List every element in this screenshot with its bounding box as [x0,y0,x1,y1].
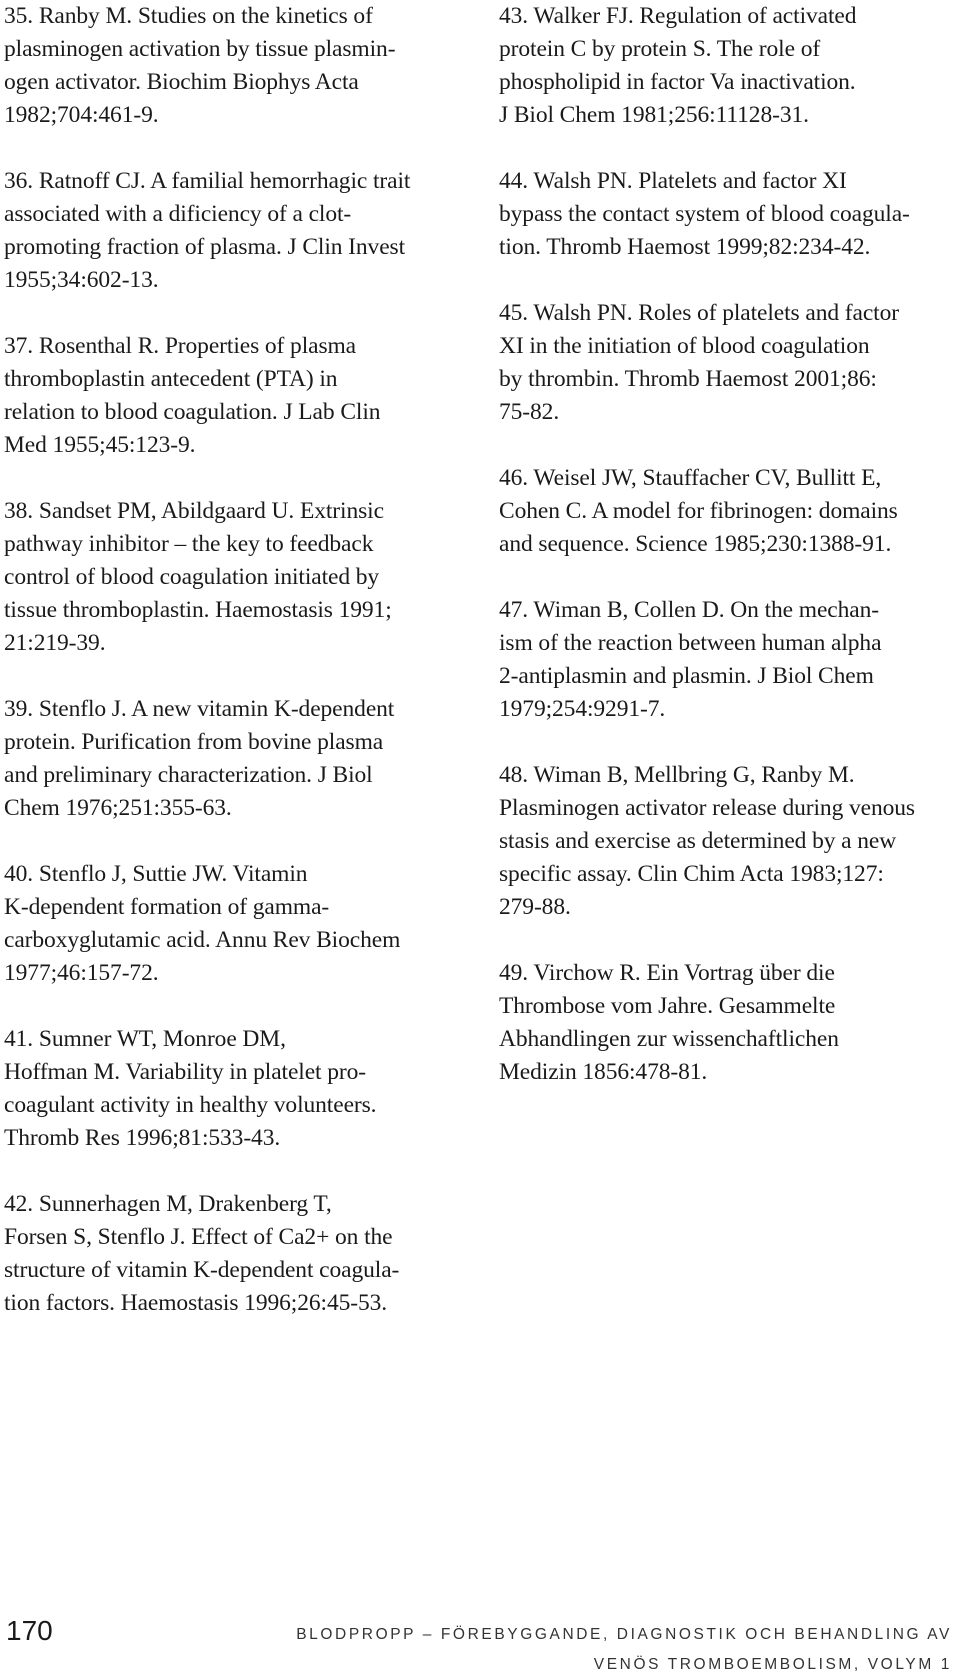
reference-line: Med 1955;45:123-9. [4,432,196,458]
reference-line: 44. Walsh PN. Platelets and factor XI [499,168,847,194]
references-column-left [4,0,444,1353]
reference-entry [499,0,955,132]
reference-line: 41. Sumner WT, Monroe DM, [4,1026,286,1052]
reference-entry [4,165,444,297]
reference-line: and preliminary characterization. J Biol [4,762,373,788]
reference-line: Cohen C. A model for fibrinogen: domains [499,498,898,524]
reference-line: plasminogen activation by tissue plasmin- [4,36,396,62]
reference-line: coagulant activity in healthy volunteers. [4,1092,377,1118]
reference-line: 1977;46:157-72. [4,960,159,986]
reference-entry [4,693,444,825]
reference-line: ism of the reaction between human alpha [499,630,882,656]
reference-line: Plasminogen activator release during venous [499,795,915,821]
reference-entry [499,165,955,264]
reference-line: 1979;254:9291-7. [499,696,666,722]
reference-line: Hoffman M. Variability in platelet pro- [4,1059,367,1085]
reference-line: Forsen S, Stenflo J. Effect of Ca2+ on the [4,1224,393,1250]
reference-line: control of blood coagulation initiated by [4,564,380,590]
references-column-right [499,0,955,1122]
reference-line: 1982;704:461-9. [4,102,159,128]
reference-line: K-dependent formation of gamma- [4,894,330,920]
reference-entry [4,858,444,990]
reference-line: associated with a dificiency of a clot- [4,201,352,227]
reference-line: specific assay. Clin Chim Acta 1983;127: [499,861,884,887]
footer-title-line: VENÖS TROMBOEMBOLISM, VOLYM 1 [593,1656,952,1673]
reference-line: promoting fraction of plasma. J Clin Invest [4,234,406,260]
reference-line: Medizin 1856:478-81. [499,1059,708,1085]
reference-line: J Biol Chem 1981;256:11128-31. [499,102,809,128]
reference-entry [4,330,444,462]
reference-line: protein C by protein S. The role of [499,36,821,62]
reference-line: relation to blood coagulation. J Lab Clin [4,399,381,425]
reference-line: 43. Walker FJ. Regulation of activated [499,3,857,29]
reference-line: 36. Ratnoff CJ. A familial hemorrhagic trait [4,168,411,194]
reference-entry [4,1023,444,1155]
reference-line: stasis and exercise as determined by a new [499,828,897,854]
reference-entry [499,462,955,561]
reference-entry [499,297,955,429]
page-number: 170 [6,1615,53,1646]
reference-line: 35. Ranby M. Studies on the kinetics of [4,3,373,29]
reference-line: 45. Walsh PN. Roles of platelets and factor [499,300,899,326]
reference-entry [4,495,444,660]
reference-line: 1955;34:602-13. [4,267,159,293]
reference-line: 48. Wiman B, Mellbring G, Ranby M. [499,762,855,788]
footer-title-line: BLODPROPP – FÖREBYGGANDE, DIAGNOSTIK OCH BEHANDLING AV [296,1626,952,1643]
reference-line: bypass the contact system of blood coagula- [499,201,910,227]
reference-line: protein. Purification from bovine plasma [4,729,384,755]
reference-line: Thrombose vom Jahre. Gesammelte [499,993,836,1019]
reference-line: XI in the initiation of blood coagulation [499,333,870,359]
reference-entry [499,759,955,924]
reference-line: Abhandlingen zur wissenchaftlichen [499,1026,839,1052]
reference-line: Chem 1976;251:355-63. [4,795,232,821]
reference-line: ogen activator. Biochim Biophys Acta [4,69,359,95]
reference-line: 47. Wiman B, Collen D. On the mechan- [499,597,879,623]
reference-line: 38. Sandset PM, Abildgaard U. Extrinsic [4,498,384,524]
reference-line: by thrombin. Thromb Haemost 2001;86: [499,366,877,392]
reference-line: pathway inhibitor – the key to feedback [4,531,374,557]
reference-line: 37. Rosenthal R. Properties of plasma [4,333,357,359]
reference-line: 279-88. [499,894,571,920]
reference-line: 75-82. [499,399,560,425]
reference-line: 39. Stenflo J. A new vitamin K-dependent [4,696,395,722]
reference-entry [499,957,955,1089]
running-footer-title [296,1620,952,1680]
reference-line: tissue thromboplastin. Haemostasis 1991; [4,597,392,623]
reference-line: 49. Virchow R. Ein Vortrag über die [499,960,835,986]
reference-entry [4,1188,444,1320]
reference-line: 21:219-39. [4,630,106,656]
reference-line: thromboplastin antecedent (PTA) in [4,366,338,392]
reference-line: 40. Stenflo J, Suttie JW. Vitamin [4,861,308,887]
reference-entry [4,0,444,132]
reference-line: Thromb Res 1996;81:533-43. [4,1125,281,1151]
reference-line: tion factors. Haemostasis 1996;26:45-53. [4,1290,388,1316]
reference-line: tion. Thromb Haemost 1999;82:234-42. [499,234,871,260]
reference-line: 2-antiplasmin and plasmin. J Biol Chem [499,663,874,689]
reference-line: structure of vitamin K-dependent coagula- [4,1257,400,1283]
reference-line: and sequence. Science 1985;230:1388-91. [499,531,892,557]
reference-line: 42. Sunnerhagen M, Drakenberg T, [4,1191,332,1217]
reference-entry [499,594,955,726]
reference-line: carboxyglutamic acid. Annu Rev Biochem [4,927,401,953]
reference-line: phospholipid in factor Va inactivation. [499,69,856,95]
reference-line: 46. Weisel JW, Stauffacher CV, Bullitt E, [499,465,882,491]
